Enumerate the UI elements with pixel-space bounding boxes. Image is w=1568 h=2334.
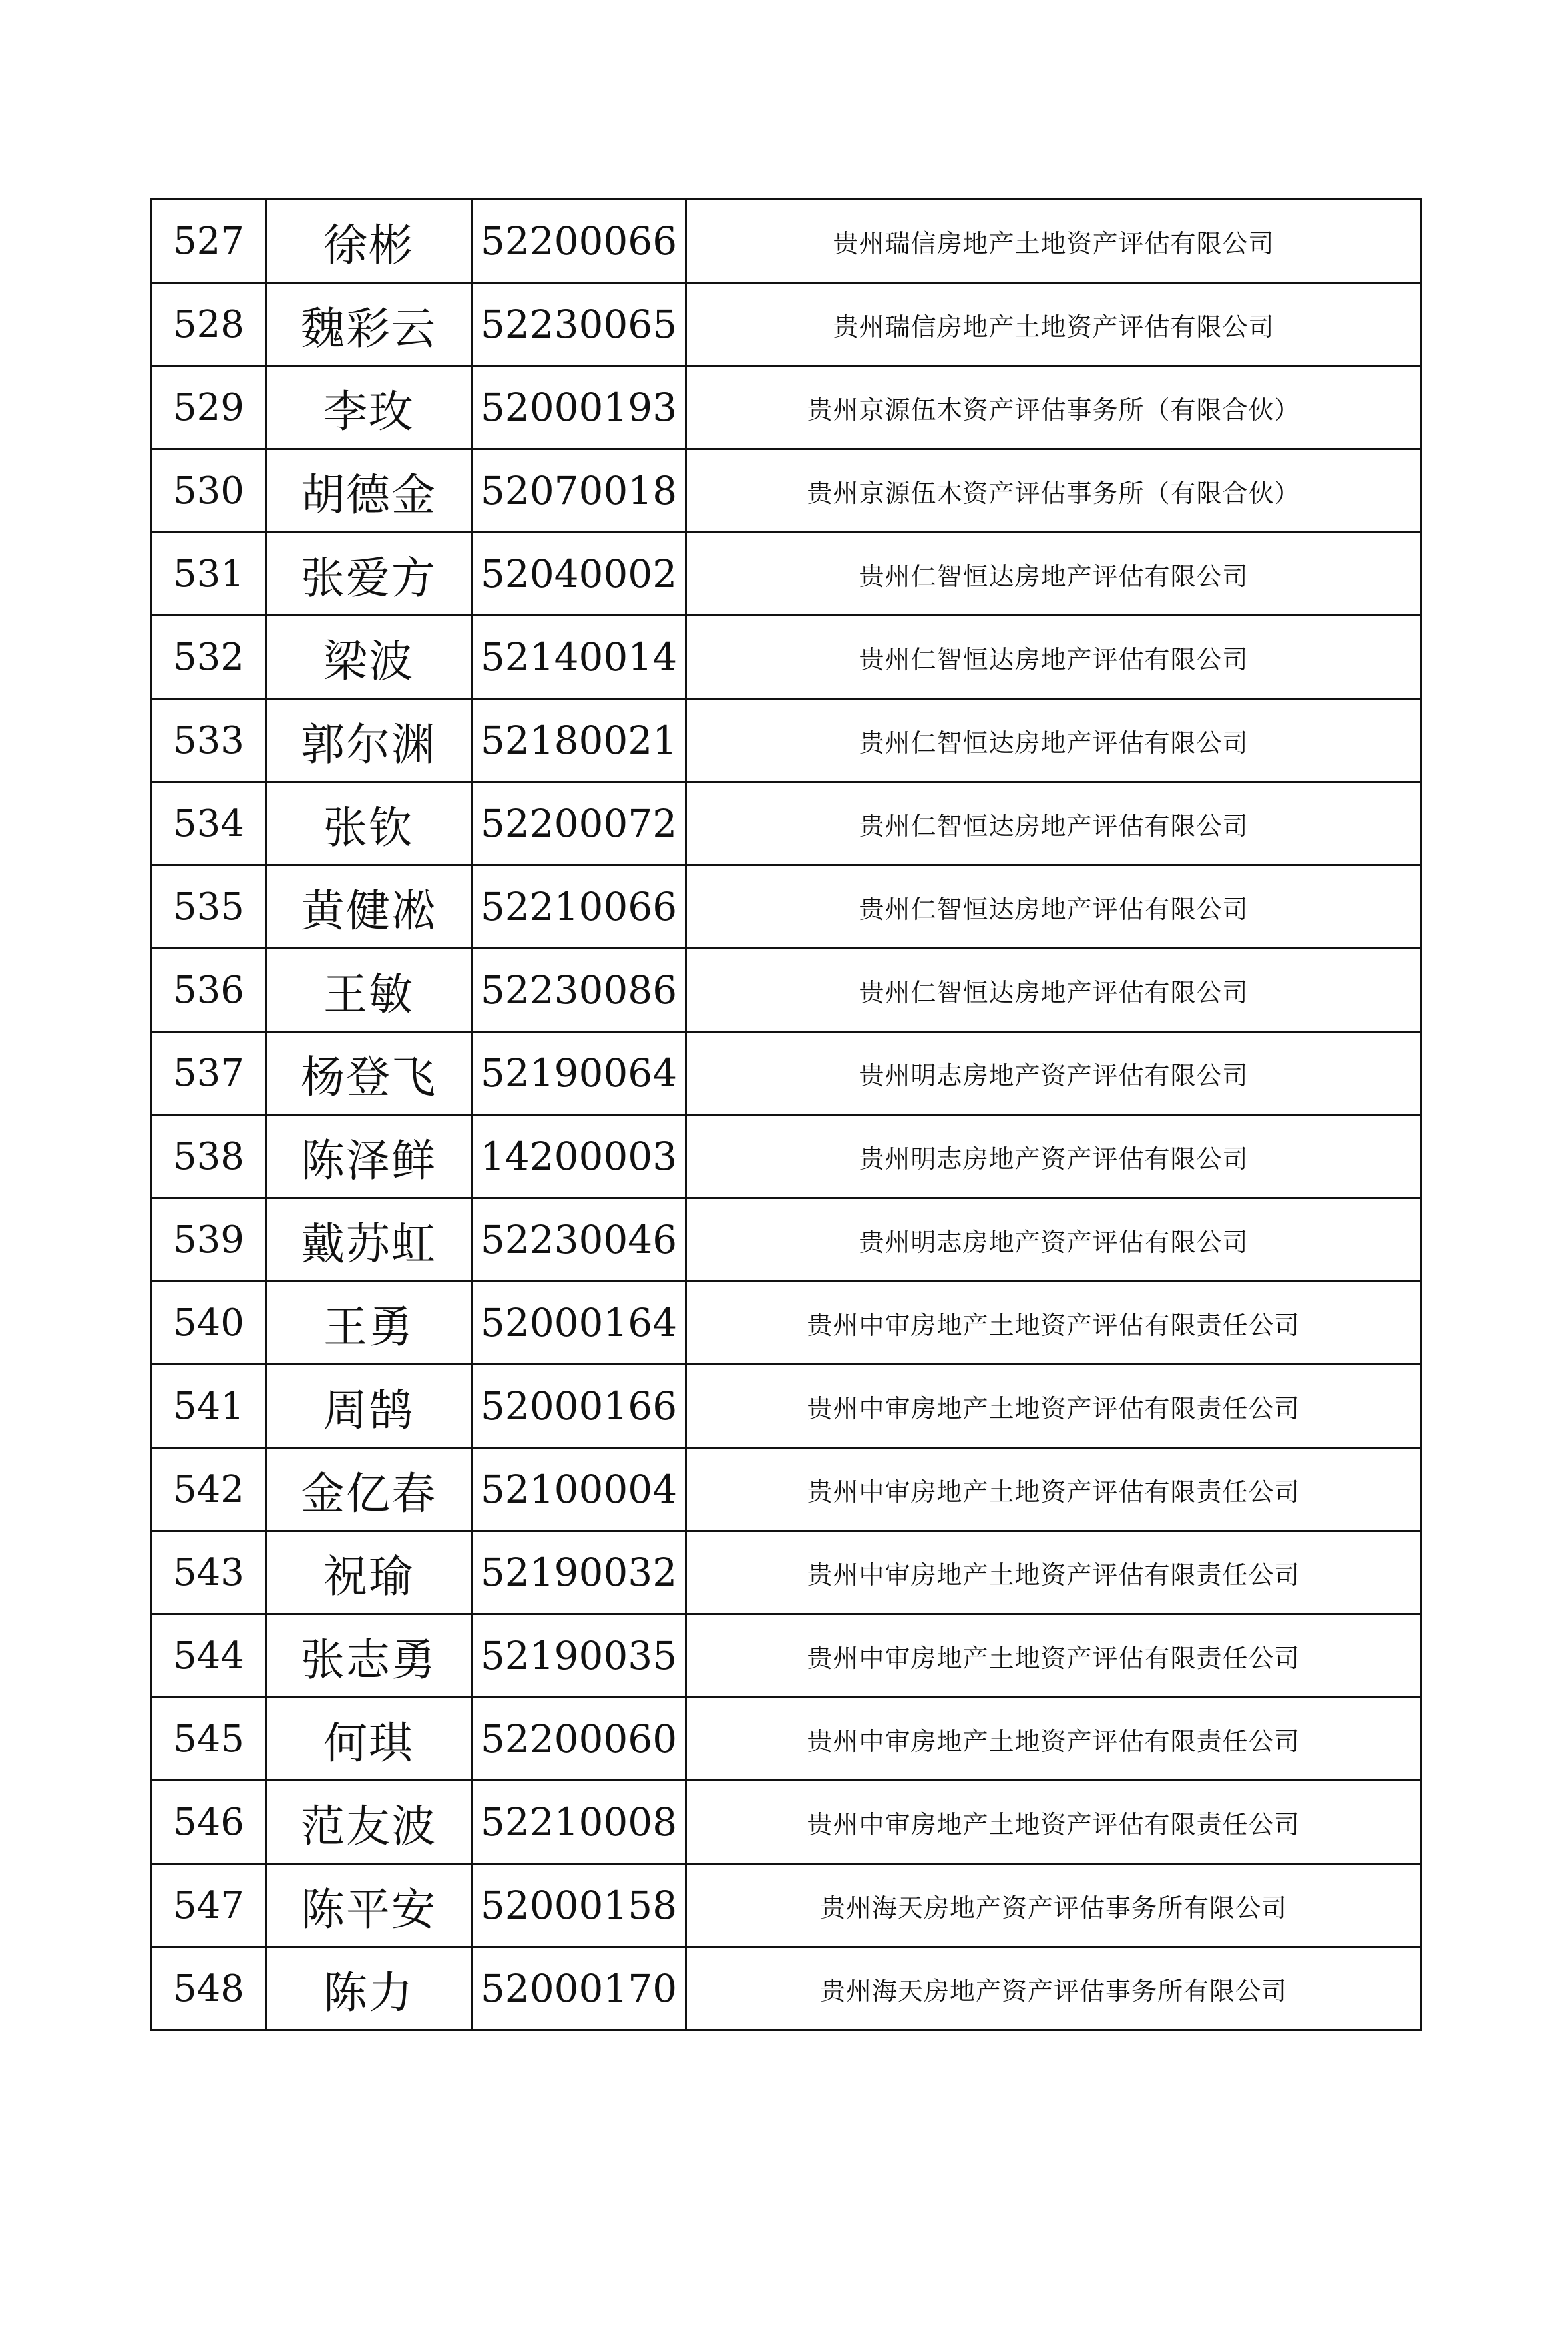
organization-name: 贵州京源伍木资产评估事务所（有限合伙） (686, 449, 1422, 533)
row-number: 541 (152, 1365, 266, 1448)
organization-name: 贵州仁智恒达房地产评估有限公司 (686, 949, 1422, 1032)
table-row (152, 1032, 1422, 1115)
organization-name: 贵州中审房地产土地资产评估有限责任公司 (686, 1614, 1422, 1698)
registration-number: 52230065 (472, 283, 686, 366)
registration-number: 52190032 (472, 1531, 686, 1614)
organization-name: 贵州中审房地产土地资产评估有限责任公司 (686, 1448, 1422, 1531)
registration-number: 52210008 (472, 1781, 686, 1864)
organization-name: 贵州中审房地产土地资产评估有限责任公司 (686, 1282, 1422, 1365)
registration-number: 52100004 (472, 1448, 686, 1531)
table-row (152, 1115, 1422, 1198)
row-number: 539 (152, 1198, 266, 1282)
registration-number: 52200066 (472, 200, 686, 283)
person-name: 黄健凇 (266, 865, 472, 949)
row-number: 547 (152, 1864, 266, 1947)
organization-name: 贵州中审房地产土地资产评估有限责任公司 (686, 1698, 1422, 1781)
person-name: 戴苏虹 (266, 1198, 472, 1282)
row-number: 548 (152, 1947, 266, 2030)
table-row (152, 449, 1422, 533)
person-name: 范友波 (266, 1781, 472, 1864)
person-name: 周鹄 (266, 1365, 472, 1448)
registration-number: 52200060 (472, 1698, 686, 1781)
table-row (152, 1947, 1422, 2030)
organization-name: 贵州仁智恒达房地产评估有限公司 (686, 865, 1422, 949)
person-name: 张钦 (266, 782, 472, 865)
table-row (152, 949, 1422, 1032)
row-number: 535 (152, 865, 266, 949)
table-row (152, 1614, 1422, 1698)
person-name: 陈平安 (266, 1864, 472, 1947)
organization-name: 贵州明志房地产资产评估有限公司 (686, 1198, 1422, 1282)
organization-name: 贵州中审房地产土地资产评估有限责任公司 (686, 1365, 1422, 1448)
person-name: 王敏 (266, 949, 472, 1032)
organization-name: 贵州仁智恒达房地产评估有限公司 (686, 533, 1422, 616)
registration-number: 52070018 (472, 449, 686, 533)
organization-name: 贵州仁智恒达房地产评估有限公司 (686, 616, 1422, 699)
organization-name: 贵州中审房地产土地资产评估有限责任公司 (686, 1781, 1422, 1864)
table-row (152, 1698, 1422, 1781)
person-name: 徐彬 (266, 200, 472, 283)
organization-name: 贵州明志房地产资产评估有限公司 (686, 1032, 1422, 1115)
organization-name: 贵州中审房地产土地资产评估有限责任公司 (686, 1531, 1422, 1614)
row-number: 527 (152, 200, 266, 283)
row-number: 543 (152, 1531, 266, 1614)
table-row (152, 1448, 1422, 1531)
person-name: 王勇 (266, 1282, 472, 1365)
row-number: 531 (152, 533, 266, 616)
row-number: 534 (152, 782, 266, 865)
organization-name: 贵州仁智恒达房地产评估有限公司 (686, 699, 1422, 782)
organization-name: 贵州瑞信房地产土地资产评估有限公司 (686, 200, 1422, 283)
registration-number: 52140014 (472, 616, 686, 699)
table-row (152, 782, 1422, 865)
row-number: 533 (152, 699, 266, 782)
row-number: 545 (152, 1698, 266, 1781)
registration-number: 52210066 (472, 865, 686, 949)
registration-number: 52200072 (472, 782, 686, 865)
table-row (152, 200, 1422, 283)
organization-name: 贵州瑞信房地产土地资产评估有限公司 (686, 283, 1422, 366)
row-number: 544 (152, 1614, 266, 1698)
table-row (152, 1864, 1422, 1947)
organization-name: 贵州海天房地产资产评估事务所有限公司 (686, 1864, 1422, 1947)
person-name: 何琪 (266, 1698, 472, 1781)
registration-number: 52230086 (472, 949, 686, 1032)
person-name: 祝瑜 (266, 1531, 472, 1614)
row-number: 542 (152, 1448, 266, 1531)
registration-number: 52190035 (472, 1614, 686, 1698)
roster-table-body (152, 200, 1422, 2030)
row-number: 546 (152, 1781, 266, 1864)
row-number: 530 (152, 449, 266, 533)
person-name: 陈泽鲜 (266, 1115, 472, 1198)
registration-number: 14200003 (472, 1115, 686, 1198)
registration-number: 52180021 (472, 699, 686, 782)
person-name: 李玫 (266, 366, 472, 449)
row-number: 537 (152, 1032, 266, 1115)
person-name: 梁波 (266, 616, 472, 699)
registration-number: 52040002 (472, 533, 686, 616)
row-number: 529 (152, 366, 266, 449)
table-row (152, 1531, 1422, 1614)
organization-name: 贵州海天房地产资产评估事务所有限公司 (686, 1947, 1422, 2030)
row-number: 536 (152, 949, 266, 1032)
table-row (152, 699, 1422, 782)
roster-sheet (150, 198, 1420, 2031)
person-name: 郭尔渊 (266, 699, 472, 782)
registration-number: 52000158 (472, 1864, 686, 1947)
table-row (152, 366, 1422, 449)
registration-number: 52000193 (472, 366, 686, 449)
registration-number: 52230046 (472, 1198, 686, 1282)
organization-name: 贵州京源伍木资产评估事务所（有限合伙） (686, 366, 1422, 449)
table-row (152, 1282, 1422, 1365)
roster-table (150, 198, 1422, 2031)
table-row (152, 1781, 1422, 1864)
person-name: 张爱方 (266, 533, 472, 616)
table-row (152, 865, 1422, 949)
table-row (152, 1198, 1422, 1282)
row-number: 538 (152, 1115, 266, 1198)
table-row (152, 616, 1422, 699)
person-name: 魏彩云 (266, 283, 472, 366)
table-row (152, 283, 1422, 366)
person-name: 胡德金 (266, 449, 472, 533)
person-name: 杨登飞 (266, 1032, 472, 1115)
table-row (152, 1365, 1422, 1448)
registration-number: 52000166 (472, 1365, 686, 1448)
person-name: 张志勇 (266, 1614, 472, 1698)
table-row (152, 533, 1422, 616)
organization-name: 贵州仁智恒达房地产评估有限公司 (686, 782, 1422, 865)
row-number: 540 (152, 1282, 266, 1365)
organization-name: 贵州明志房地产资产评估有限公司 (686, 1115, 1422, 1198)
registration-number: 52190064 (472, 1032, 686, 1115)
row-number: 532 (152, 616, 266, 699)
person-name: 金亿春 (266, 1448, 472, 1531)
row-number: 528 (152, 283, 266, 366)
person-name: 陈力 (266, 1947, 472, 2030)
registration-number: 52000170 (472, 1947, 686, 2030)
registration-number: 52000164 (472, 1282, 686, 1365)
